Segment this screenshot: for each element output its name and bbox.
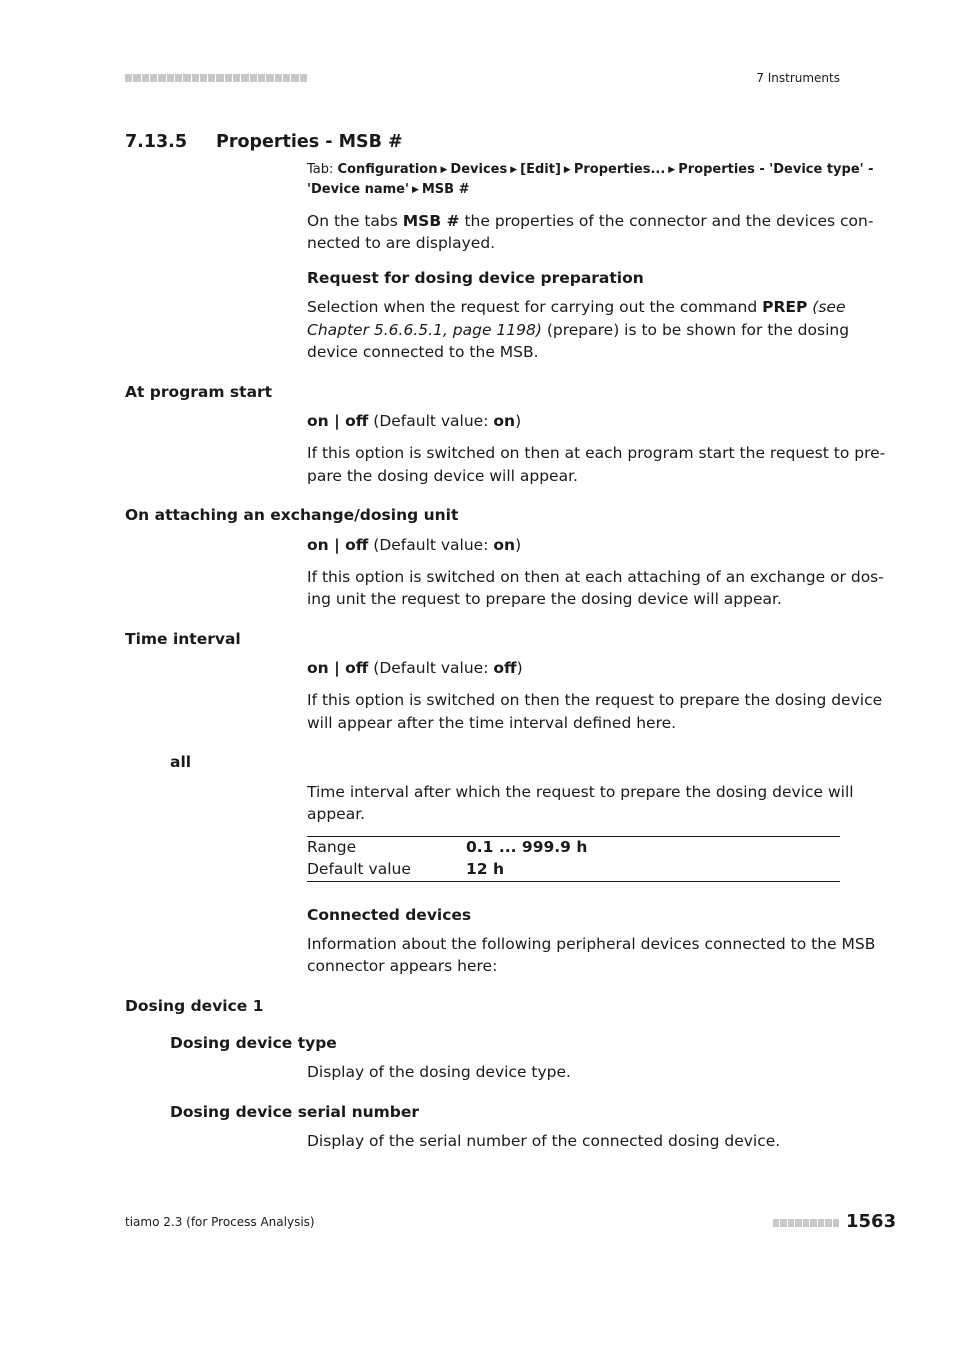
intro-bold: MSB # xyxy=(402,212,460,230)
default-value: on xyxy=(493,536,516,554)
table-bottom-rule xyxy=(307,881,840,882)
default-suffix: ) xyxy=(516,659,523,677)
param-name: On attaching an exchange/dosing unit xyxy=(125,506,459,524)
footer-decoration xyxy=(773,1219,839,1227)
tab-path-step: Properties... xyxy=(573,162,666,177)
param-desc-line1: If this option is switched on then the request to prepare the dosing device xyxy=(307,691,883,709)
arrow-right-icon: ▶ xyxy=(563,165,571,175)
dosing-item-name: Dosing device serial number xyxy=(170,1103,420,1121)
param-desc-line2: ing unit the request to prepare the dosing device will appear. xyxy=(307,590,782,608)
request-line3: device connected to the MSB. xyxy=(307,343,539,361)
options-text: on | off xyxy=(307,659,369,677)
request-text: Selection when the request for carrying out the command xyxy=(307,298,763,316)
intro-text: the properties of the connector and the devices con- xyxy=(459,212,874,230)
tab-path-step: Properties - 'Device type' - xyxy=(678,162,874,177)
request-line1 xyxy=(307,296,846,319)
table-row-value: 12 h xyxy=(466,860,505,878)
tab-path-line2 xyxy=(307,180,470,200)
intro-line2: nected to are displayed. xyxy=(307,234,496,252)
param-options xyxy=(307,534,521,557)
param-name: Time interval xyxy=(125,630,241,648)
tab-path-prefix: Tab: xyxy=(307,162,334,177)
param-desc-line1: If this option is switched on then at each program start the request to pre- xyxy=(307,444,886,462)
dosing-device-heading: Dosing device 1 xyxy=(125,997,264,1015)
default-value: off xyxy=(493,659,517,677)
param-desc-line2: will appear after the time interval defined here. xyxy=(307,714,677,732)
intro-line1 xyxy=(307,210,873,233)
subparam-desc-line2: appear. xyxy=(307,805,366,823)
table-row-label: Range xyxy=(307,838,357,856)
tab-path-step: MSB # xyxy=(421,182,470,197)
tab-path-step: 'Device name' xyxy=(307,182,409,197)
arrow-right-icon: ▶ xyxy=(411,185,419,195)
param-options xyxy=(307,410,521,433)
footer-product: tiamo 2.3 (for Process Analysis) xyxy=(125,1215,315,1229)
intro-text: On the tabs xyxy=(307,212,403,230)
connected-desc-line2: connector appears here: xyxy=(307,957,498,975)
request-text: (prepare) is to be shown for the dosing xyxy=(541,321,850,339)
subparam-desc-line1: Time interval after which the request to prepare the dosing device will xyxy=(307,783,854,801)
arrow-right-icon: ▶ xyxy=(510,165,518,175)
page-number: 1563 xyxy=(846,1211,897,1232)
default-label: (Default value: xyxy=(368,412,494,430)
table-row-label: Default value xyxy=(307,860,411,878)
default-suffix: ) xyxy=(515,412,522,430)
section-title: Properties - MSB # xyxy=(216,132,403,152)
cross-reference[interactable]: (see xyxy=(807,298,846,316)
param-desc-line1: If this option is switched on then at each attaching of an exchange or dos- xyxy=(307,568,884,586)
param-desc-line2: pare the dosing device will appear. xyxy=(307,467,578,485)
arrow-right-icon: ▶ xyxy=(668,165,676,175)
tab-path-line1 xyxy=(307,160,874,180)
request-heading: Request for dosing device preparation xyxy=(307,269,644,287)
section-number: 7.13.5 xyxy=(125,132,188,152)
dosing-item-desc: Display of the dosing device type. xyxy=(307,1063,571,1081)
dosing-item-desc: Display of the serial number of the connected dosing device. xyxy=(307,1132,781,1150)
tab-path-step: [Edit] xyxy=(520,162,561,177)
tab-path-step: Configuration xyxy=(337,162,438,177)
options-text: on | off xyxy=(307,536,369,554)
request-line2 xyxy=(307,319,849,342)
connected-desc-line1: Information about the following peripheral devices connected to the MSB xyxy=(307,935,876,953)
command-name: PREP xyxy=(762,298,808,316)
tab-path-step: Devices xyxy=(450,162,508,177)
arrow-right-icon: ▶ xyxy=(440,165,448,175)
options-text: on | off xyxy=(307,412,369,430)
param-options xyxy=(307,657,523,680)
param-name: At program start xyxy=(125,383,273,401)
table-row-value: 0.1 ... 999.9 h xyxy=(466,838,588,856)
subparam-name: all xyxy=(170,753,192,771)
default-label: (Default value: xyxy=(368,536,494,554)
default-suffix: ) xyxy=(515,536,522,554)
connected-heading: Connected devices xyxy=(307,906,472,924)
header-chapter: 7 Instruments xyxy=(756,71,840,85)
default-value: on xyxy=(493,412,516,430)
cross-reference[interactable]: Chapter 5.6.6.5.1, page 1198) xyxy=(307,321,542,339)
header-decoration xyxy=(125,74,307,82)
default-label: (Default value: xyxy=(368,659,494,677)
dosing-item-name: Dosing device type xyxy=(170,1034,337,1052)
